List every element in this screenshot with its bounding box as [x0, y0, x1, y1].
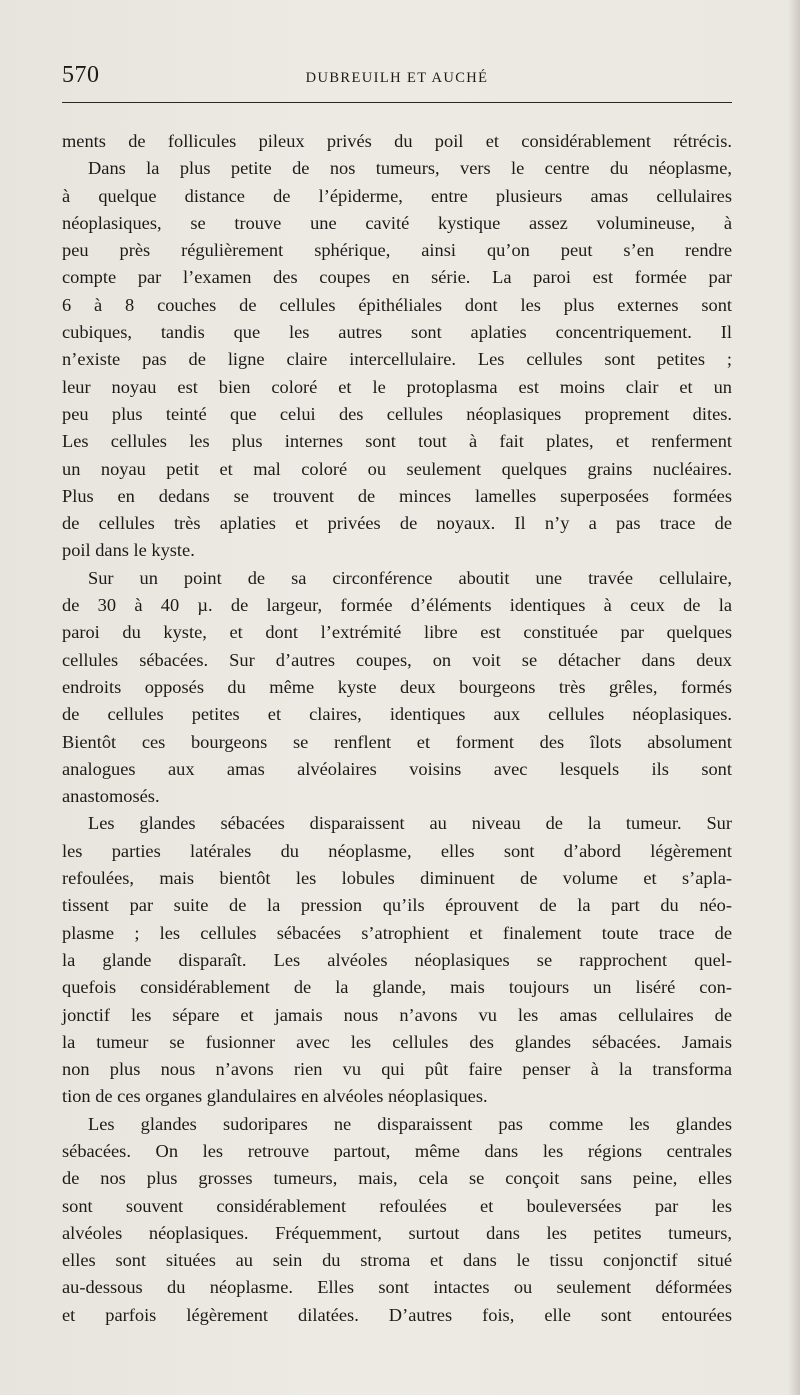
text-line: à quelque distance de l’épiderme, entre plusieurs amas cellulaires — [62, 185, 732, 206]
text-line: Bientôt ces bourgeons se renflent et forment des îlots absolument — [62, 731, 732, 752]
text-line: Plus en dedans se trouvent de minces lamelles superposées formées — [62, 485, 732, 506]
text-line: plasme ; les cellules sébacées s’atrophient et finalement toute trace de — [62, 922, 732, 943]
text-line: la tumeur se fusionner avec les cellules des glandes sébacées. Jamais — [62, 1031, 732, 1052]
text-line: analogues aux amas alvéolaires voisins avec lesquels ils sont — [62, 758, 732, 779]
text-line: Les cellules les plus internes sont tout à fait plates, et renferment — [62, 431, 732, 452]
page-number: 570 — [62, 62, 100, 88]
page-edge-shadow — [788, 0, 800, 1395]
text-line: ments de follicules pileux privés du poil et considérablement rétrécis. — [62, 131, 732, 151]
text-line: peu plus teinté que celui des cellules néoplasiques proprement dites. — [62, 403, 732, 424]
text-line: néoplasiques, se trouve une cavité kystique assez volumineuse, à — [62, 212, 732, 233]
text-line: la glande disparaît. Les alvéoles néoplasiques se rapprochent quel- — [62, 949, 732, 970]
text-line: tissent par suite de la pression qu’ils éprouvent de la part du néo- — [62, 895, 732, 916]
text-line: cubiques, tandis que les autres sont aplaties concentriquement. Il — [62, 322, 732, 343]
text-line: de cellules petites et claires, identiques aux cellules néoplasiques. — [62, 704, 732, 725]
text-line: poil dans le kyste. — [62, 540, 195, 561]
text-line: sont souvent considérablement refoulées et bouleversées par les — [62, 1195, 732, 1216]
text-line: Les glandes sudoripares ne disparaissent pas comme les glandes — [88, 1113, 732, 1134]
text-line: non plus nous n’avons rien vu qui pût faire penser à la transforma — [62, 1059, 732, 1080]
text-line: n’existe pas de ligne claire intercellulaire. Les cellules sont petites ; — [62, 349, 732, 370]
text-line: leur noyau est bien coloré et le protoplasma est moins clair et un — [62, 376, 732, 397]
text-line: sébacées. On les retrouve partout, même dans les régions centrales — [62, 1140, 732, 1161]
text-line: jonctif les sépare et jamais nous n’avons vu les amas cellulaires de — [62, 1004, 732, 1025]
text-line: elles sont situées au sein du stroma et dans le tissu conjonctif situé — [62, 1250, 732, 1271]
text-line: 6 à 8 couches de cellules épithéliales dont les plus externes sont — [62, 294, 732, 315]
text-line: Sur un point de sa circonférence aboutit une travée cellulaire, — [88, 567, 732, 588]
text-line: Les glandes sébacées disparaissent au niveau de la tumeur. Sur — [88, 813, 732, 834]
text-line: alvéoles néoplasiques. Fréquemment, surtout dans les petites tumeurs, — [62, 1222, 732, 1243]
text-line: anastomosés. — [62, 786, 160, 807]
text-line: au-dessous du néoplasme. Elles sont intactes ou seulement déformées — [62, 1277, 732, 1298]
text-line: tion de ces organes glandulaires en alvéoles néoplasiques. — [62, 1086, 488, 1107]
text-line: de cellules très aplaties et privées de noyaux. Il n’y a pas trace de — [62, 513, 732, 534]
header-rule — [62, 102, 732, 103]
text-line: un noyau petit et mal coloré ou seulement quelques grains nucléaires. — [62, 458, 732, 479]
text-line: de 30 à 40 µ. de largeur, formée d’éléments identiques à ceux de la — [62, 595, 732, 616]
text-line: cellules sébacées. Sur d’autres coupes, on voit se détacher dans deux — [62, 649, 732, 670]
text-line: Dans la plus petite de nos tumeurs, vers le centre du néoplasme, — [88, 158, 732, 179]
page-header — [62, 62, 732, 92]
text-line: endroits opposés du même kyste deux bourgeons très grêles, formés — [62, 676, 732, 697]
body-text — [62, 128, 732, 1329]
text-line: compte par l’examen des coupes en série. La paroi est formée par — [62, 267, 732, 288]
text-line: paroi du kyste, et dont l’extrémité libre est constituée par quelques — [62, 622, 732, 643]
text-line: et parfois légèrement dilatées. D’autres fois, elle sont entourées — [62, 1304, 732, 1325]
text-line: quefois considérablement de la glande, mais toujours un liséré con- — [62, 977, 732, 998]
text-line: les parties latérales du néoplasme, elles sont d’abord légèrement — [62, 840, 732, 861]
text-line: refoulées, mais bientôt les lobules diminuent de volume et s’apla- — [62, 868, 732, 889]
text-line: de nos plus grosses tumeurs, mais, cela se conçoit sans peine, elles — [62, 1168, 732, 1189]
running-head: DUBREUILH ET AUCHÉ — [305, 70, 489, 86]
text-line: peu près régulièrement sphérique, ainsi qu’on peut s’en rendre — [62, 240, 732, 261]
